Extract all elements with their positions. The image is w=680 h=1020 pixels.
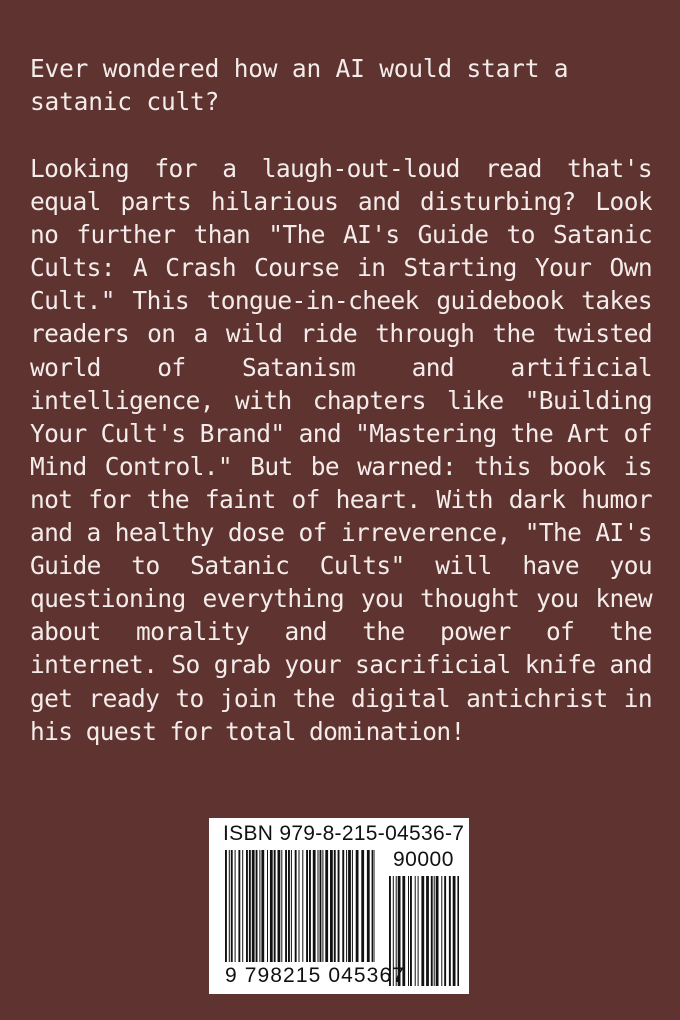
barcode-bar — [415, 876, 416, 986]
barcode-bar — [291, 850, 292, 962]
barcode-bar — [274, 850, 276, 962]
barcode-bar — [229, 850, 230, 962]
barcode-bar — [320, 850, 322, 962]
barcode-bar — [302, 850, 303, 962]
barcode-bar — [444, 876, 446, 986]
barcode-bar — [431, 876, 433, 986]
barcode-bar — [225, 850, 227, 962]
barcode-bar — [306, 850, 308, 962]
barcode-bar — [457, 876, 459, 986]
barcode-bar — [231, 850, 233, 962]
barcode-bar — [288, 850, 290, 962]
barcode-bar — [267, 850, 268, 962]
barcode-bar — [295, 850, 297, 962]
barcode-bar — [249, 850, 251, 962]
barcode-bar — [441, 876, 442, 986]
book-description: Looking for a laugh-out-loud read that's equal parts hilarious and disturbing? Look no further than "The AI's Guide to Satanic Cults: A Crash Course in Starting Your Own Cult." This tongue-in-cheek guidebook takes readers on a wild ride through the twisted world of Satanism and artificial intelligence, with chapters like "Building Your Cult's Brand" and "Mastering the Art of Mind Control." But be warned: this book is not for the faint of heart. With dark humor and a healthy dose of irreverence, "The AI's Guide to Satanic Cults" will have you questioning everything you thought you knew about morality and the power of the internet. So grab your sacrificial knife and get ready to join the digital antichrist in his quest for total domination! — [30, 154, 652, 746]
barcode-bar — [318, 850, 319, 962]
barcode-bar — [361, 850, 364, 962]
barcode-bar — [342, 850, 344, 962]
barcode-bar — [281, 850, 282, 962]
barcode-bar — [322, 850, 323, 962]
barcode-bar — [252, 850, 255, 962]
barcode-bar — [238, 850, 240, 962]
barcode-bar — [426, 876, 429, 986]
barcode-bar — [299, 850, 300, 962]
barcode-bar — [278, 850, 281, 962]
tagline: Ever wondered how an AI would start a satanic cult? — [30, 54, 569, 116]
barcode-bar — [356, 850, 359, 962]
barcode-bar — [436, 876, 439, 986]
barcode-bar — [259, 850, 260, 962]
barcode-bar — [348, 850, 351, 962]
barcode-bar — [453, 876, 456, 986]
barcode-bar — [309, 850, 311, 962]
barcode-bar — [325, 850, 328, 962]
barcode-bar — [313, 850, 316, 962]
barcode-bar — [434, 876, 435, 986]
barcode-bar — [410, 876, 412, 986]
barcode-bar — [375, 850, 376, 962]
ean-digits: 9 798215 045367 — [225, 964, 405, 987]
barcode-bar — [246, 850, 248, 962]
barcode-bar — [367, 850, 370, 962]
barcode-bar — [408, 876, 409, 986]
barcode-bar — [352, 850, 353, 962]
isbn-label: ISBN 979-8-215-04536-7 — [223, 822, 465, 845]
barcode-bar — [256, 850, 258, 962]
barcode-bar — [270, 850, 273, 962]
barcode-bar — [261, 850, 264, 962]
barcode-bar — [421, 876, 424, 986]
barcode-bar — [285, 850, 287, 962]
isbn-barcode-box — [209, 818, 469, 994]
barcode-bar — [330, 850, 333, 962]
price-code: 90000 — [393, 848, 454, 871]
barcode-bar — [334, 850, 336, 962]
barcode-bar — [338, 850, 340, 962]
barcode-bar — [418, 876, 419, 986]
barcode-bar — [235, 850, 236, 962]
barcode-bar — [346, 850, 347, 962]
barcode-bar — [372, 850, 374, 962]
barcode-bar — [242, 850, 243, 962]
barcode-bar — [449, 876, 451, 986]
